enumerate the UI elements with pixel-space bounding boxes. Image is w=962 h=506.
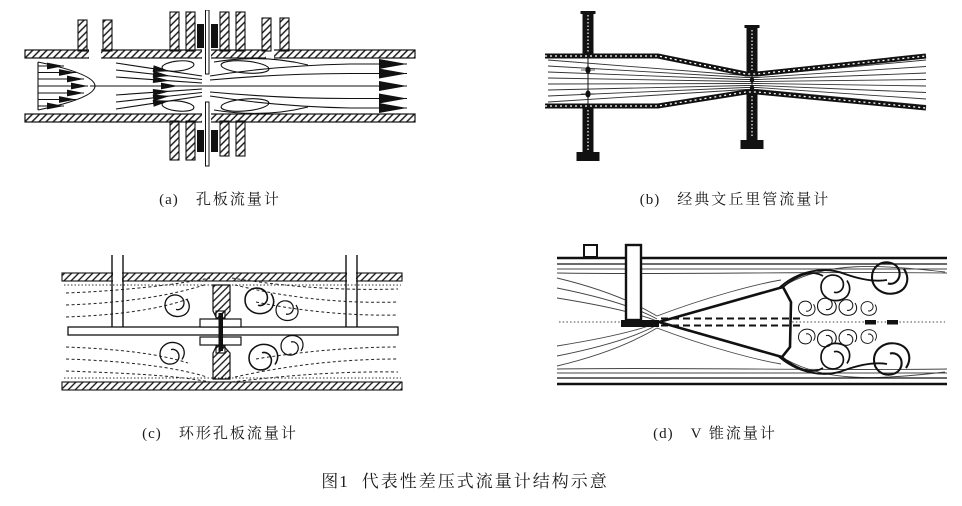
venturi-tube-diagram bbox=[540, 10, 930, 168]
panel-a-caption bbox=[20, 188, 420, 209]
panel-d-label: (d) bbox=[653, 426, 674, 442]
panel-c-title: 环形孔板流量计 bbox=[178, 426, 298, 442]
figure-title: 代表性差压式流量计结构示意 bbox=[361, 472, 609, 491]
annular-orifice-diagram bbox=[60, 253, 405, 398]
orifice-plate-diagram bbox=[20, 10, 420, 168]
panel-a-label: (a) bbox=[159, 192, 179, 208]
figure-caption bbox=[0, 467, 930, 492]
panel-d-title: V 锥流量计 bbox=[690, 426, 777, 442]
panel-c-caption bbox=[45, 422, 395, 443]
panel-a-title: 孔板流量计 bbox=[195, 192, 281, 208]
panel-b-label: (b) bbox=[639, 192, 661, 208]
panel-d-caption bbox=[520, 422, 910, 443]
panel-c-label: (c) bbox=[142, 426, 162, 442]
panel-b-title: 经典文丘里管流量计 bbox=[677, 192, 831, 208]
v-cone-diagram bbox=[557, 242, 947, 394]
figure-number: 图1 bbox=[321, 472, 349, 491]
panel-b-caption bbox=[540, 188, 930, 209]
